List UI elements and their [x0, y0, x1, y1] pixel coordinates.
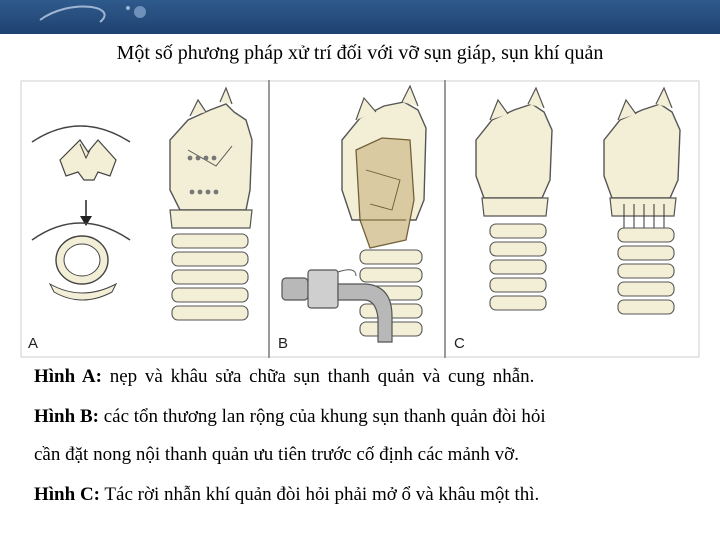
- caption-b-label: Hình B:: [34, 406, 99, 427]
- header-band: [0, 0, 720, 34]
- caption-c-text: Tác rời nhẫn khí quản đòi hỏi phải mở ổ và khâu một thì.: [100, 484, 540, 505]
- slide-title: Một số phương pháp xử trí đối với vỡ sụn giáp, sụn khí quản: [116, 42, 604, 64]
- header-swirl-decoration: [0, 0, 720, 34]
- panel-letter-c: C: [454, 335, 465, 352]
- caption-c-label: Hình C:: [34, 484, 100, 505]
- caption-c: [34, 484, 694, 506]
- caption-a-label: Hình A:: [34, 366, 102, 387]
- larynx-figure: [20, 80, 700, 358]
- figure-captions: [34, 366, 694, 506]
- caption-a-text: nẹp và khâu sửa chữa sụn thanh quản và cung nhẫn.: [101, 366, 535, 387]
- caption-a: [34, 366, 694, 388]
- panel-letter-a: A: [28, 335, 39, 352]
- caption-b-text-1: các tổn thương lan rộng của khung sụn thanh quản đòi hỏi: [98, 406, 546, 427]
- caption-b-continued: cần đặt nong nội thanh quản ưu tiên trước cố định các mảnh vỡ.: [34, 444, 519, 465]
- caption-b: [34, 406, 694, 428]
- panel-letter-b: B: [278, 335, 289, 352]
